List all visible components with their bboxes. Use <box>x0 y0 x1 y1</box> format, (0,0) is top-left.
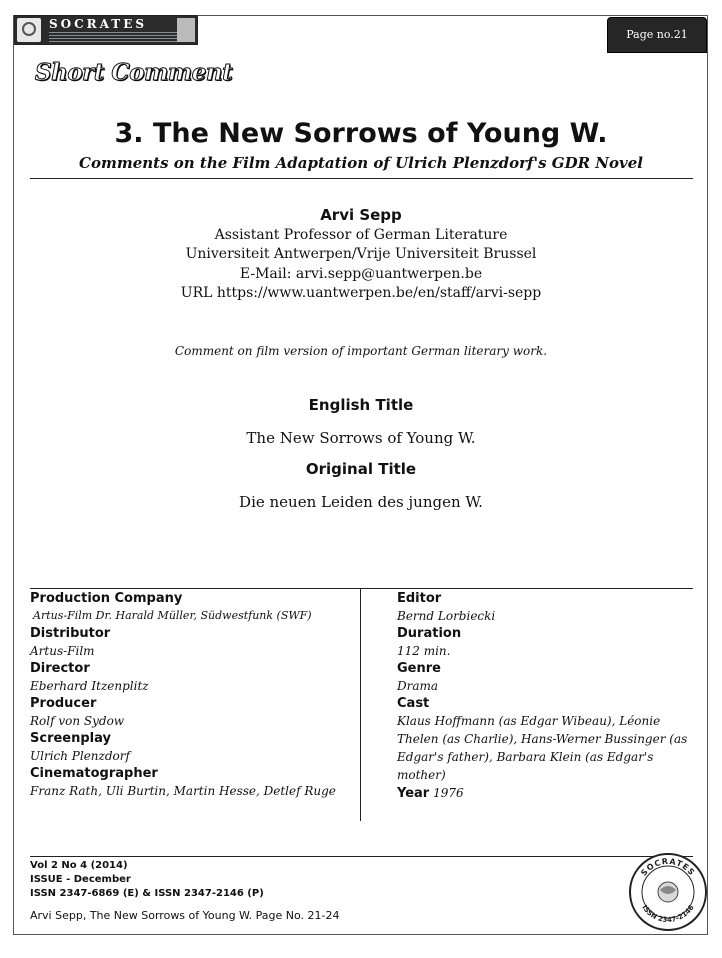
year-label: Year <box>397 786 430 801</box>
logo-emblem-icon <box>17 18 41 42</box>
editor-label: Editor <box>397 591 442 606</box>
journal-logo <box>14 15 198 45</box>
logo-wordmark: SOCRATES <box>49 17 148 31</box>
english-title-value: The New Sorrows of Young W. <box>246 429 476 447</box>
distributor-label: Distributor <box>30 626 111 641</box>
film-info-left <box>30 590 352 800</box>
section-label: Short Comment <box>35 59 233 86</box>
producer-label: Producer <box>30 696 97 711</box>
comment-note: Comment on film version of important German literary work. <box>174 344 548 358</box>
footer-issue-info <box>30 859 264 901</box>
author-url[interactable]: URL https://www.uantwerpen.be/en/staff/arvi-sepp <box>180 285 542 301</box>
page-number-badge: Page no.21 <box>608 18 706 52</box>
cast-label: Cast <box>397 696 430 711</box>
logo-portrait-icon <box>177 18 195 42</box>
author-block <box>0 206 722 304</box>
distributor-value: Artus-Film <box>30 644 95 658</box>
journal-seal-icon <box>628 852 708 932</box>
title-divider <box>30 178 693 179</box>
footer-issn: ISSN 2347-6869 (E) & ISSN 2347-2146 (P) <box>30 888 264 899</box>
seal-bottom-text: ISSN 2347-2146 <box>640 903 696 925</box>
author-position: Assistant Professor of German Literature <box>214 226 508 243</box>
author-affiliation: Universiteit Antwerpen/Vrije Universiteit Brussel <box>185 246 537 262</box>
year-value: 1976 <box>433 786 464 800</box>
director-value: Eberhard Itzenplitz <box>30 679 149 693</box>
footer-citation: Arvi Sepp, The New Sorrows of Young W. Page No. 21-24 <box>30 909 340 922</box>
cinematographer-value: Franz Rath, Uli Burtin, Martin Hesse, Detlef Ruge <box>30 784 336 798</box>
film-info-right <box>397 590 693 802</box>
year-row <box>397 784 693 802</box>
duration-label: Duration <box>397 626 462 641</box>
producer-value: Rolf von Sydow <box>30 714 125 728</box>
footer-volume: Vol 2 No 4 (2014) <box>30 860 128 871</box>
author-name: Arvi Sepp <box>320 206 402 224</box>
original-title-label: Original Title <box>305 460 417 478</box>
seal-top-text: SOCRATES <box>639 856 697 878</box>
info-column-divider <box>360 589 361 821</box>
footer-issue: ISSUE - December <box>30 874 131 885</box>
director-label: Director <box>30 661 90 676</box>
duration-value: 112 min. <box>397 644 451 658</box>
english-title-label: English Title <box>308 396 414 414</box>
footer-divider <box>30 856 693 857</box>
production-company-value: Artus-Film Dr. Harald Müller, Südwestfunk (SWF) <box>33 609 312 622</box>
production-company-label: Production Company <box>30 591 183 606</box>
info-top-divider <box>30 588 693 589</box>
screenplay-label: Screenplay <box>30 731 111 746</box>
logo-tagline-lines <box>49 32 177 42</box>
cast-value: Klaus Hoffmann (as Edgar Wibeau), Léonie Thelen (as Charlie), Hans-Werner Bussinger (as Edgar's father), Barbara Klein (as Edgar's mother) <box>397 714 688 782</box>
original-title-value: Die neuen Leiden des jungen W. <box>239 493 483 511</box>
genre-label: Genre <box>397 661 441 676</box>
screenplay-value: Ulrich Plenzdorf <box>30 749 130 763</box>
article-subtitle: Comments on the Film Adaptation of Ulrich Plenzdorf's GDR Novel <box>79 154 643 172</box>
author-email[interactable]: E-Mail: arvi.sepp@uantwerpen.be <box>239 265 483 282</box>
genre-value: Drama <box>397 679 439 693</box>
editor-value: Bernd Lorbiecki <box>397 609 496 623</box>
article-title: 3. The New Sorrows of Young W. <box>114 118 608 149</box>
cinematographer-label: Cinematographer <box>30 766 158 781</box>
